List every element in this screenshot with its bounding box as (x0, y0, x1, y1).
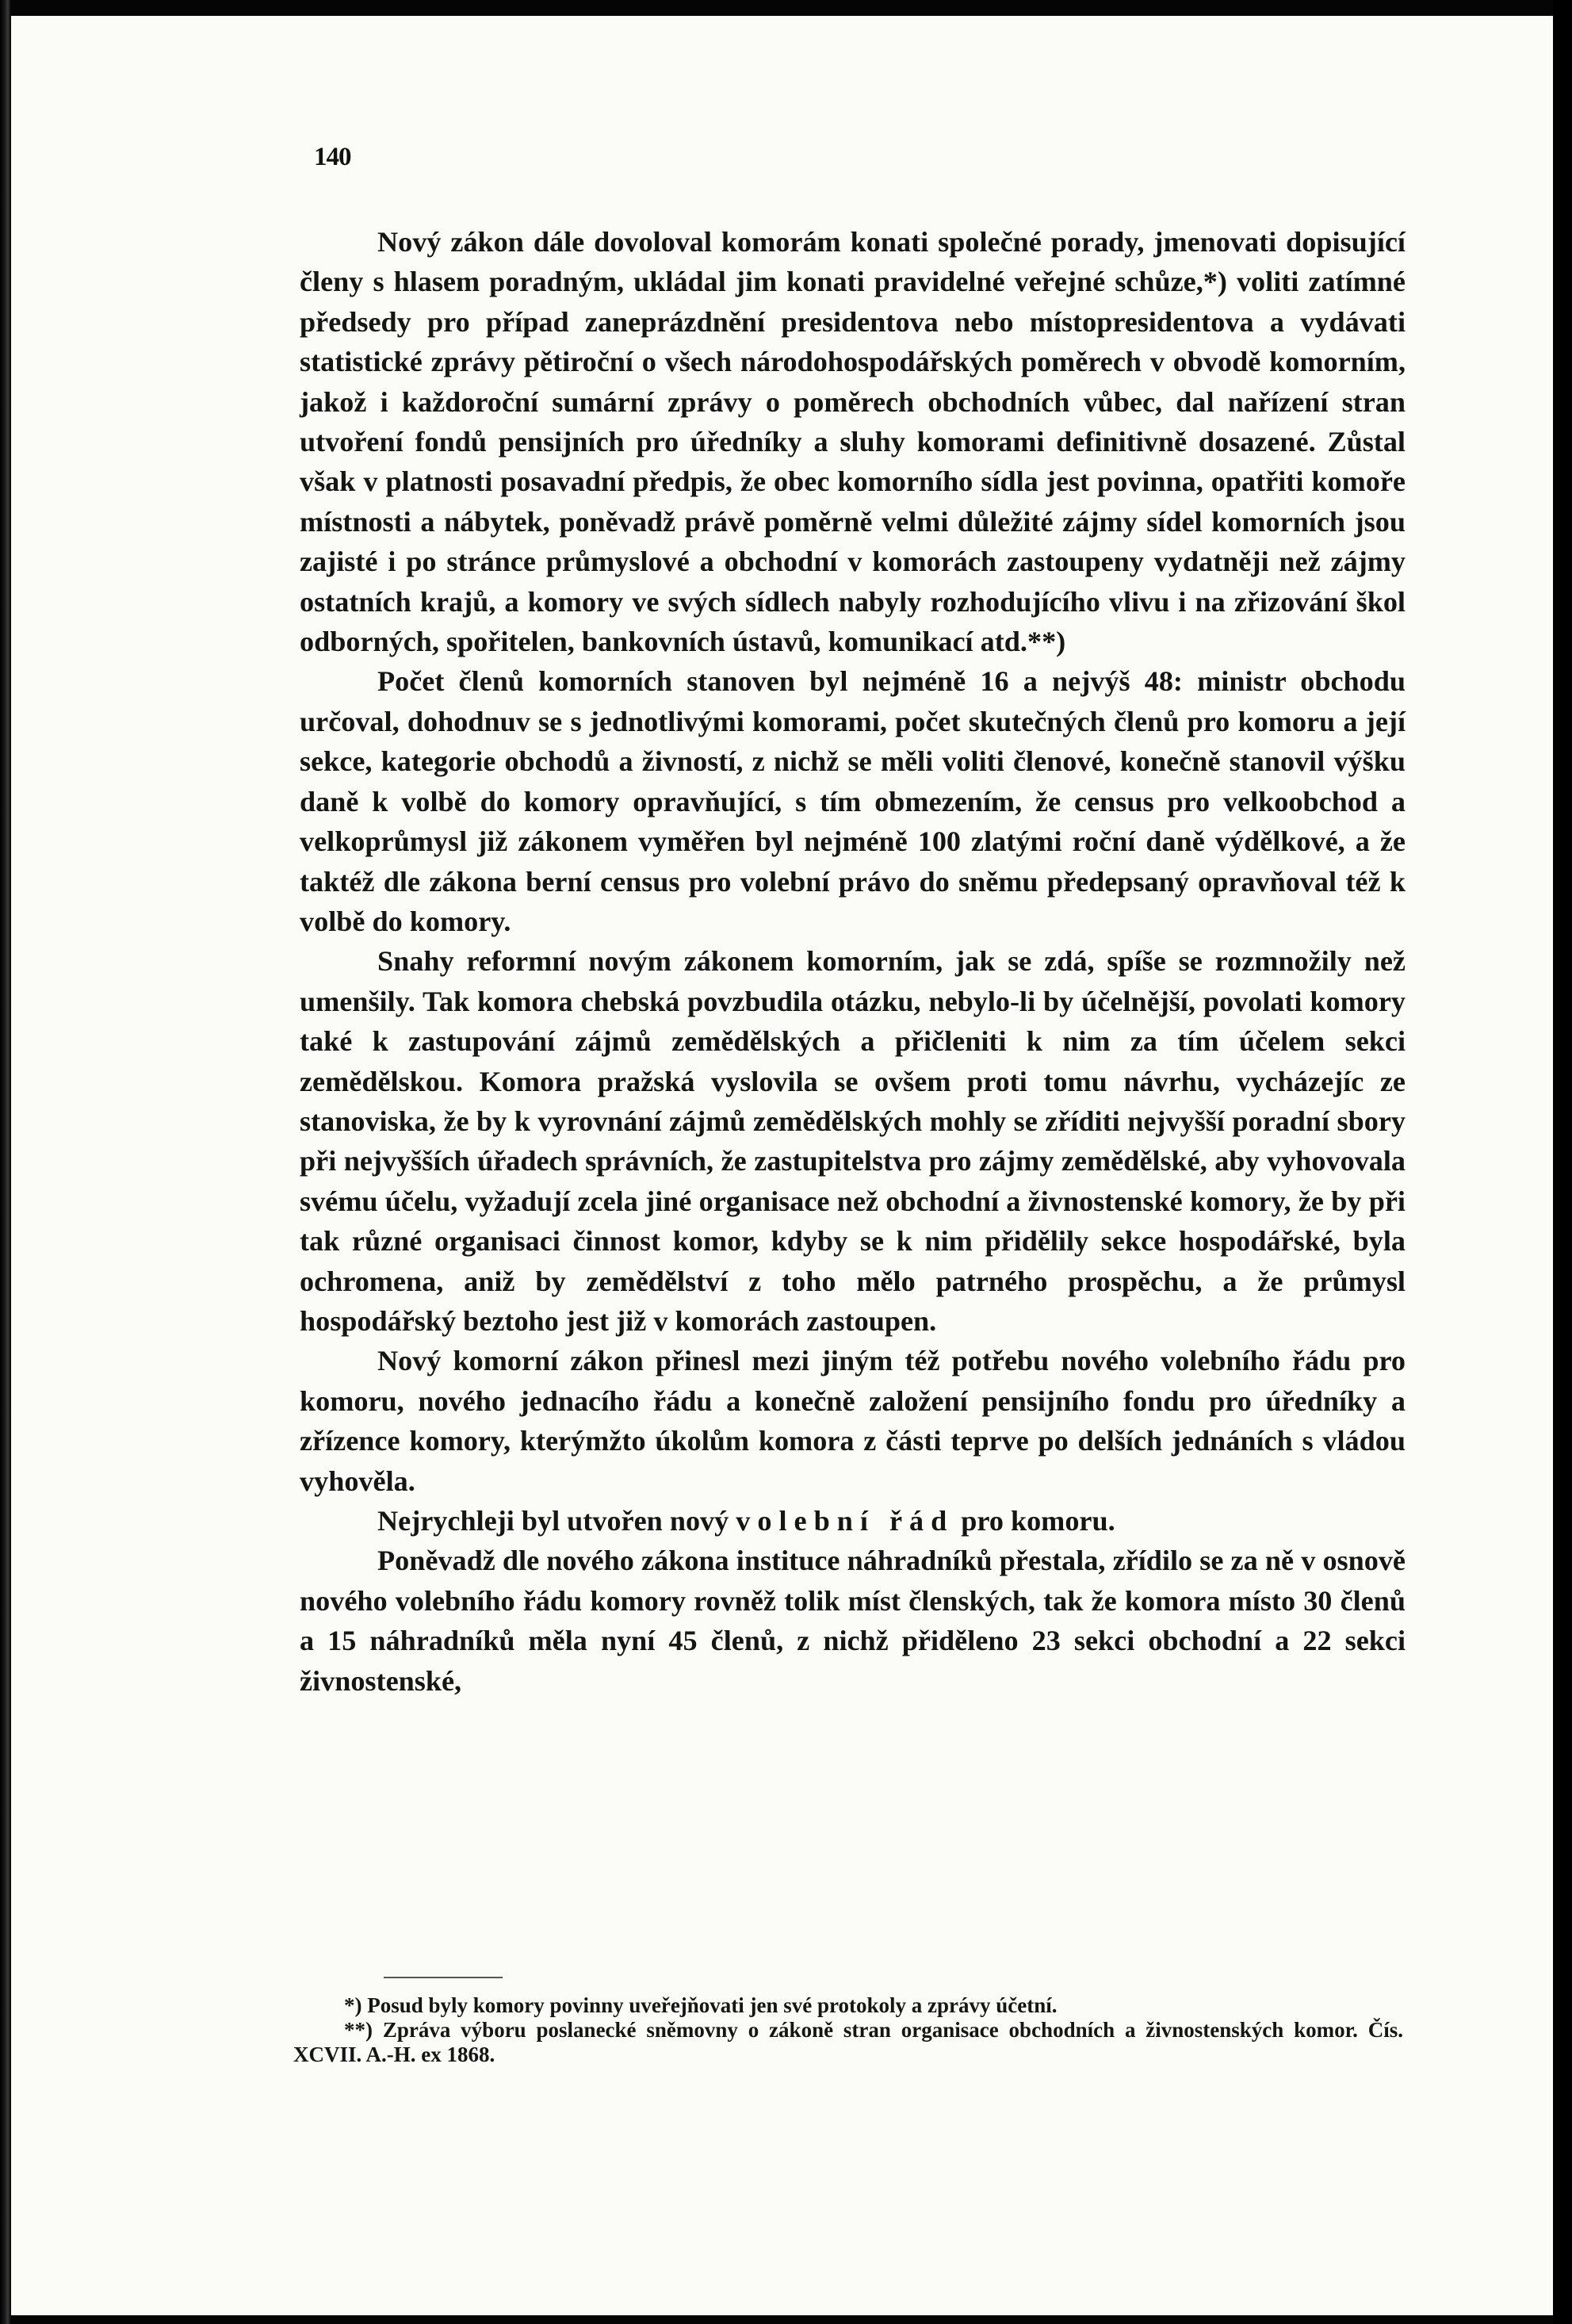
scan-right-edge (1553, 0, 1572, 2324)
paragraph-5-start: Nejrychleji byl utvořen nový (377, 1505, 736, 1537)
footnote-separator (384, 1977, 503, 1978)
emphasized-term: volební řád (736, 1505, 954, 1537)
footnote-2: **) Zpráva výboru poslanecké sněmovny o zákoně stran organisace obchodních a živnostenských komor. Čís. XCVII. A.-H. ex 1868. (293, 2018, 1403, 2066)
scan-binding-edge (0, 0, 11, 2324)
footnotes (293, 1993, 1403, 2067)
footnote-1: *) Posud byly komory povinny uveřejňovati jen své protokoly a zprávy účetní. (344, 1993, 1058, 2017)
paragraph-1: Nový zákon dále dovoloval komorám konati společné porady, jmenovati dopisující členy s hlasem poradným, ukládal jim konati pravidelné veřejné schůze,*) voliti zatímné předsedy pro případ zaneprázdnění presidentova nebo místopresidentova a vydávati statistické zprávy pětiroční o všech národohospodářských poměrech v obvodě komorním, jakož i každoroční sumární zprávy o poměrech obchodních vůbec, dal nařízení stran utvoření fondů pensijních pro úředníky a sluhy komorami definitivně dosazené. Zůstal však v platnosti posavadní předpis, že obec komorního sídla jest povinna, opatřiti komoře místnosti a nábytek, poněvadž právě poměrně velmi důležité zájmy sídel komorních jsou zajisté i po stránce průmyslové a obchodní v komorách zastoupeny vydatněji než zájmy ostatních krajů, a komory ve svých sídlech nabyly rozhodujícího vlivu i na zřizování škol odborných, spořitelen, bankovních ústavů, komunikací atd.**) (300, 226, 1406, 658)
paragraph-4: Nový komorní zákon přinesl mezi jiným též potřebu nového volebního řádu pro komoru, nového jednacího řádu a konečně založení pensijního fondu pro úředníky a zřízence komory, kterýmžto úkolům komora z části teprve po delších jednáních s vládou vyhověla. (300, 1345, 1406, 1497)
paragraph-6: Poněvadž dle nového zákona instituce náhradníků přestala, zřídilo se za ně v osnově nového volebního řádu komory rovněž tolik míst členských, tak že komora místo 30 členů a 15 náhradníků měla nyní 45 členů, z nichž přiděleno 23 sekci obchodní a 22 sekci živnostenské, (300, 1545, 1406, 1697)
main-text (300, 222, 1406, 1701)
paragraph-2: Počet členů komorních stanoven byl nejméně 16 a nejvýš 48: ministr obchodu určoval, dohodnuv se s jednotlivými komorami, počet skutečných členů pro komoru a její sekce, kategorie obchodů a živností, z nichž se měli voliti členové, konečně stanovil výšku daně k volbě do komory opravňující, s tím obmezením, že census pro velkoobchod a velkoprůmysl již zákonem vyměřen byl nejméně 100 zlatými roční daně výdělkové, a že taktéž dle zákona berní census pro volební právo do sněmu předepsaný opravňoval též k volbě do komory. (300, 665, 1406, 937)
paragraph-3: Snahy reformní novým zákonem komorním, jak se zdá, spíše se rozmnožily než umenšily. Tak komora chebská povzbudila otázku, nebylo-li by účelnější, povolati komory také k zastupování zájmů zemědělských a přičleniti k nim za tím účelem sekci zemědělskou. Komora pražská vyslovila se ovšem proti tomu návrhu, vycházejíc ze stanoviska, že by k vyrovnání zájmů zemědělských mohly se zříditi nejvyšší poradní sbory při nejvyšších úřadech správních, že zastupitelstva pro zájmy zemědělské, aby vyhovovala svému účelu, vyžadují zcela jiné organisace než obchodní a živnostenské komory, že by při tak různé organisaci činnost komor, kdyby se k nim přidělily sekce hospodářské, byla ochromena, aniž by zemědělství z toho mělo patrného prospěchu, a že průmysl hospodářský beztoho jest již v komorách zastoupen. (300, 945, 1406, 1337)
paragraph-5 (300, 1501, 1406, 1541)
paragraph-5-end: pro komoru. (954, 1505, 1115, 1537)
page-number: 140 (314, 143, 351, 171)
